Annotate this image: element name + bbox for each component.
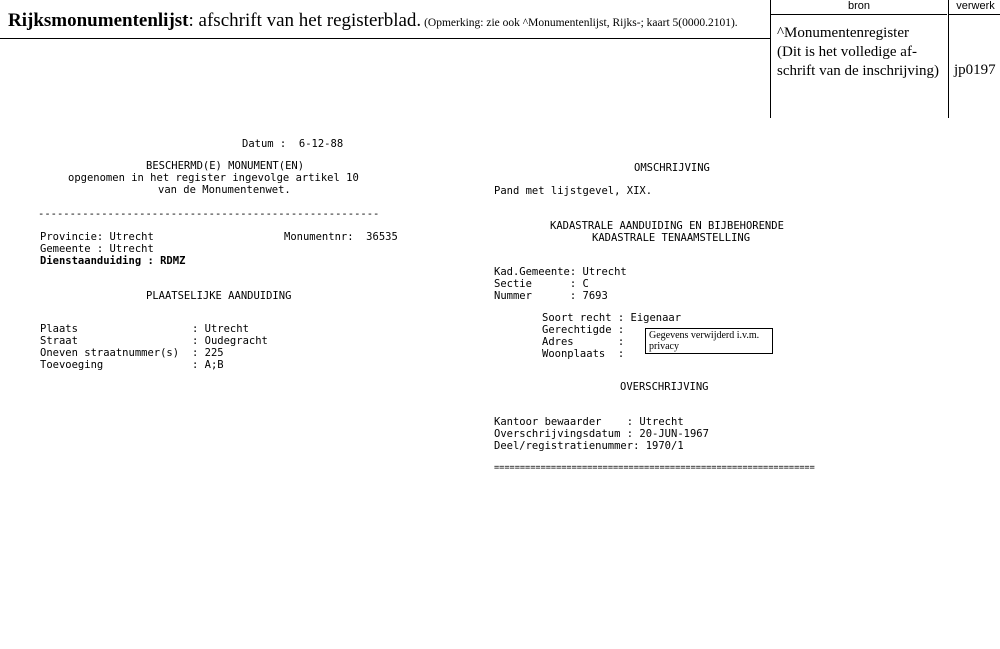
title-note: (Opmerking: zie ook ^Monumentenlijst, Rijks-; kaart 5(0000.2101).	[421, 17, 738, 29]
row-value: : 225	[192, 347, 224, 359]
datum: Datum : 6-12-88	[242, 138, 344, 150]
sectie: Sectie : C	[494, 278, 589, 290]
row-value: : Oudegracht	[192, 335, 268, 347]
gerechtigde: Gerechtigde :	[542, 324, 625, 336]
privacy-redaction-box: Gegevens verwijderd i.v.m. privacy	[645, 328, 773, 354]
heading-opgenomen: opgenomen in het register ingevolge artikel 10	[68, 172, 359, 184]
heading-monumentenwet: van de Monumentenwet.	[158, 184, 291, 196]
heading-kadastrale-2: KADASTRALE TENAAMSTELLING	[592, 232, 751, 244]
bron-text	[777, 24, 947, 81]
row-label: Toevoeging	[40, 359, 104, 371]
title-bold: Rijksmonumentenlijst	[8, 10, 189, 31]
soort-recht: Soort recht : Eigenaar	[542, 312, 682, 324]
title-rest: : afschrift van het registerblad.	[188, 10, 422, 31]
kad-gemeente: Kad.Gemeente: Utrecht	[494, 266, 627, 278]
column-divider	[948, 0, 949, 118]
column-header-bron: bron	[771, 0, 947, 15]
bron-line: ^Monumentenregister	[777, 25, 910, 41]
deel-registratienummer: Deel/registratienummer: 1970/1	[494, 440, 684, 452]
monumentnr: Monumentnr: 36535	[284, 231, 398, 243]
row-label: Plaats	[40, 323, 78, 335]
heading-overschrijving: OVERSCHRIJVING	[620, 381, 709, 393]
bron-line: schrift van de inschrijving)	[777, 63, 940, 79]
bron-line: (Dit is het volledige af-	[777, 44, 917, 60]
kantoor-bewaarder: Kantoor bewaarder : Utrecht	[494, 416, 684, 428]
heading-beschermd: BESCHERMD(E) MONUMENT(EN)	[146, 160, 305, 172]
column-header-verwerk: verwerk	[948, 0, 1000, 15]
heading-omschrijving: OMSCHRIJVING	[634, 162, 710, 174]
meta-table	[770, 0, 1000, 118]
row-value: : Utrecht	[192, 323, 249, 335]
page-title	[8, 10, 738, 32]
divider-dashes: ------------------------------------------------------	[38, 208, 380, 220]
adres: Adres :	[542, 336, 625, 348]
omschrijving-text: Pand met lijstgevel, XIX.	[494, 185, 653, 197]
verwerk-value: jp0197	[954, 62, 996, 78]
woonplaats: Woonplaats :	[542, 348, 625, 360]
row-label: Straat	[40, 335, 78, 347]
nummer: Nummer : 7693	[494, 290, 608, 302]
dienstaanduiding: Dienstaanduiding : RDMZ	[40, 255, 186, 267]
title-bar	[0, 0, 770, 39]
gemeente: Gemeente : Utrecht	[40, 243, 154, 255]
heading-plaatselijke-aanduiding: PLAATSELIJKE AANDUIDING	[146, 290, 292, 302]
row-label: Oneven straatnummer(s)	[40, 347, 180, 359]
row-value: : A;B	[192, 359, 224, 371]
overschrijvingsdatum: Overschrijvingsdatum : 20-JUN-1967	[494, 428, 709, 440]
heading-kadastrale-1: KADASTRALE AANDUIDING EN BIJBEHORENDE	[550, 220, 784, 232]
divider-equals: ==============================================================	[494, 463, 815, 473]
provincie: Provincie: Utrecht	[40, 231, 154, 243]
